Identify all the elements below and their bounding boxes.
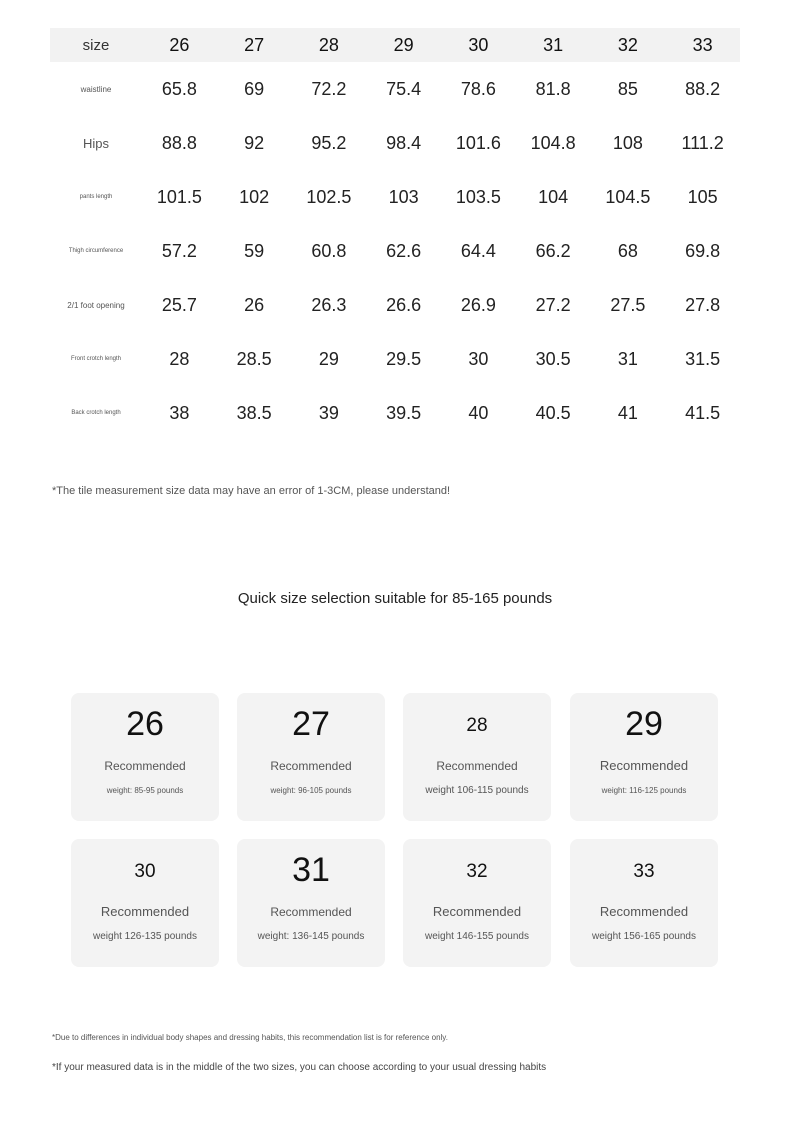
- card-weight: weight 126-135 pounds: [93, 931, 197, 942]
- table-cell: 103: [388, 186, 419, 207]
- table-cell: 101.5: [156, 186, 202, 207]
- table-cell: 39: [318, 402, 339, 423]
- size-chart-table: [50, 28, 740, 440]
- table-cell: 30.5: [535, 348, 571, 369]
- table-cell: 26: [244, 294, 265, 315]
- size-header-cell: 32: [617, 34, 638, 55]
- table-cell: 27.2: [535, 294, 571, 315]
- size-header-cell: 33: [692, 34, 713, 55]
- card-weight: weight 156-165 pounds: [592, 931, 696, 942]
- card-recommended: Recommended: [436, 759, 518, 773]
- card-size: 33: [633, 861, 655, 882]
- size-header-cell: 30: [468, 34, 489, 55]
- table-cell: 104: [538, 186, 569, 207]
- table-cell: 85: [617, 78, 638, 99]
- table-cell: 29: [318, 348, 339, 369]
- table-cell: 108: [612, 132, 643, 153]
- table-cell: 81.8: [535, 78, 571, 99]
- card-recommended: Recommended: [599, 758, 689, 773]
- size-card-26: [71, 693, 219, 821]
- table-cell: 62.6: [386, 240, 422, 261]
- card-recommended: Recommended: [432, 904, 522, 919]
- table-cell: 92: [244, 132, 265, 153]
- table-cell: 105: [687, 186, 718, 207]
- card-size: 28: [466, 715, 488, 736]
- row-label-waistline: waistline: [80, 84, 112, 94]
- card-size: 30: [134, 861, 156, 882]
- row-label-back-crotch-length: Back crotch length: [71, 410, 121, 416]
- table-cell: 111.2: [681, 132, 724, 153]
- table-cell: 95.2: [311, 132, 347, 153]
- size-header-label: size: [82, 36, 110, 54]
- card-recommended: Recommended: [599, 904, 689, 919]
- size-card-32: [403, 839, 551, 967]
- row-label-foot-opening: 2/1 foot opening: [67, 300, 125, 310]
- size-header-cell: 27: [244, 34, 265, 55]
- table-cell: 88.8: [161, 132, 197, 153]
- table-cell: 65.8: [161, 78, 197, 99]
- table-cell: 27.8: [685, 294, 721, 315]
- card-weight: weight: 96-105 pounds: [270, 786, 352, 795]
- measurement-error-note: *The tile measurement size data may have an error of 1-3CM, please understand!: [52, 485, 451, 497]
- card-size: 32: [466, 861, 488, 882]
- table-cell: 41.5: [685, 402, 721, 423]
- table-cell: 104.8: [530, 132, 576, 153]
- table-cell: 38: [169, 402, 190, 423]
- card-size: 29: [625, 705, 663, 743]
- size-card-27: [237, 693, 385, 821]
- card-size: 26: [126, 705, 164, 743]
- table-cell: 60.8: [311, 240, 347, 261]
- size-header-row: [50, 28, 740, 62]
- card-weight: weight: 85-95 pounds: [106, 786, 184, 795]
- between-sizes-note: *If your measured data is in the middle of the two sizes, you can choose according to your usual dressing habits: [52, 1062, 547, 1073]
- table-cell: 38.5: [236, 402, 272, 423]
- card-recommended: Recommended: [100, 904, 190, 919]
- card-recommended: Recommended: [104, 759, 186, 773]
- table-cell: 64.4: [460, 240, 496, 261]
- table-cell: 28: [169, 348, 190, 369]
- table-cell: 57.2: [161, 240, 197, 261]
- table-cell: 68: [617, 240, 638, 261]
- table-cell: 39.5: [386, 402, 422, 423]
- table-cell: 101.6: [455, 132, 501, 153]
- table-cell: 31: [617, 348, 638, 369]
- row-label-front-crotch-length: Front crotch length: [70, 356, 122, 362]
- table-cell: 69.8: [685, 240, 721, 261]
- table-cell: 88.2: [685, 78, 721, 99]
- card-weight: weight 106-115 pounds: [425, 785, 529, 796]
- table-cell: 26.9: [460, 294, 496, 315]
- table-cell: 75.4: [386, 78, 422, 99]
- size-header-cell: 31: [543, 34, 564, 55]
- table-row: [50, 386, 740, 440]
- card-recommended: Recommended: [270, 759, 352, 773]
- card-weight: weight 146-155 pounds: [425, 931, 529, 942]
- card-size: 27: [292, 705, 330, 743]
- table-row: [50, 278, 740, 332]
- card-weight: weight: 136-145 pounds: [257, 931, 365, 942]
- table-cell: 98.4: [386, 132, 422, 153]
- table-row: [50, 170, 740, 224]
- table-cell: 28.5: [236, 348, 272, 369]
- size-card-30: [71, 839, 219, 967]
- quick-selection-title: Quick size selection suitable for 85-165 pounds: [237, 590, 553, 607]
- size-header-cell: 26: [169, 34, 190, 55]
- table-row: [50, 116, 740, 170]
- table-row: [50, 224, 740, 278]
- table-cell: 102: [239, 186, 270, 207]
- row-label-pants-length: pants length: [79, 194, 113, 200]
- row-label-thigh-circumference: Thigh circumference: [68, 248, 124, 254]
- size-header-cell: 28: [318, 34, 339, 55]
- table-cell: 40: [468, 402, 489, 423]
- table-cell: 72.2: [311, 78, 347, 99]
- table-cell: 26.3: [311, 294, 347, 315]
- size-card-29: [570, 693, 718, 821]
- table-cell: 66.2: [535, 240, 571, 261]
- table-row: [50, 62, 740, 116]
- row-label-hips: Hips: [82, 135, 109, 151]
- table-row: [50, 332, 740, 386]
- size-card-33: [570, 839, 718, 967]
- table-cell: 104.5: [605, 186, 651, 207]
- reference-only-note: *Due to differences in individual body shapes and dressing habits, this recommendation list is for reference only.: [52, 1033, 448, 1042]
- table-cell: 103.5: [455, 186, 501, 207]
- table-cell: 102.5: [306, 186, 352, 207]
- table-cell: 78.6: [460, 78, 496, 99]
- card-recommended: Recommended: [270, 905, 352, 919]
- size-card-31: [237, 839, 385, 967]
- table-cell: 59: [244, 240, 265, 261]
- table-cell: 31.5: [685, 348, 721, 369]
- card-weight: weight: 116-125 pounds: [601, 786, 687, 795]
- table-cell: 40.5: [535, 402, 571, 423]
- card-size: 31: [292, 851, 330, 889]
- table-cell: 26.6: [386, 294, 422, 315]
- table-cell: 69: [244, 78, 265, 99]
- table-cell: 30: [468, 348, 489, 369]
- table-cell: 29.5: [386, 348, 422, 369]
- table-cell: 41: [617, 402, 638, 423]
- size-card-28: [403, 693, 551, 821]
- size-header-cell: 29: [393, 34, 414, 55]
- table-cell: 27.5: [610, 294, 646, 315]
- table-cell: 25.7: [161, 294, 197, 315]
